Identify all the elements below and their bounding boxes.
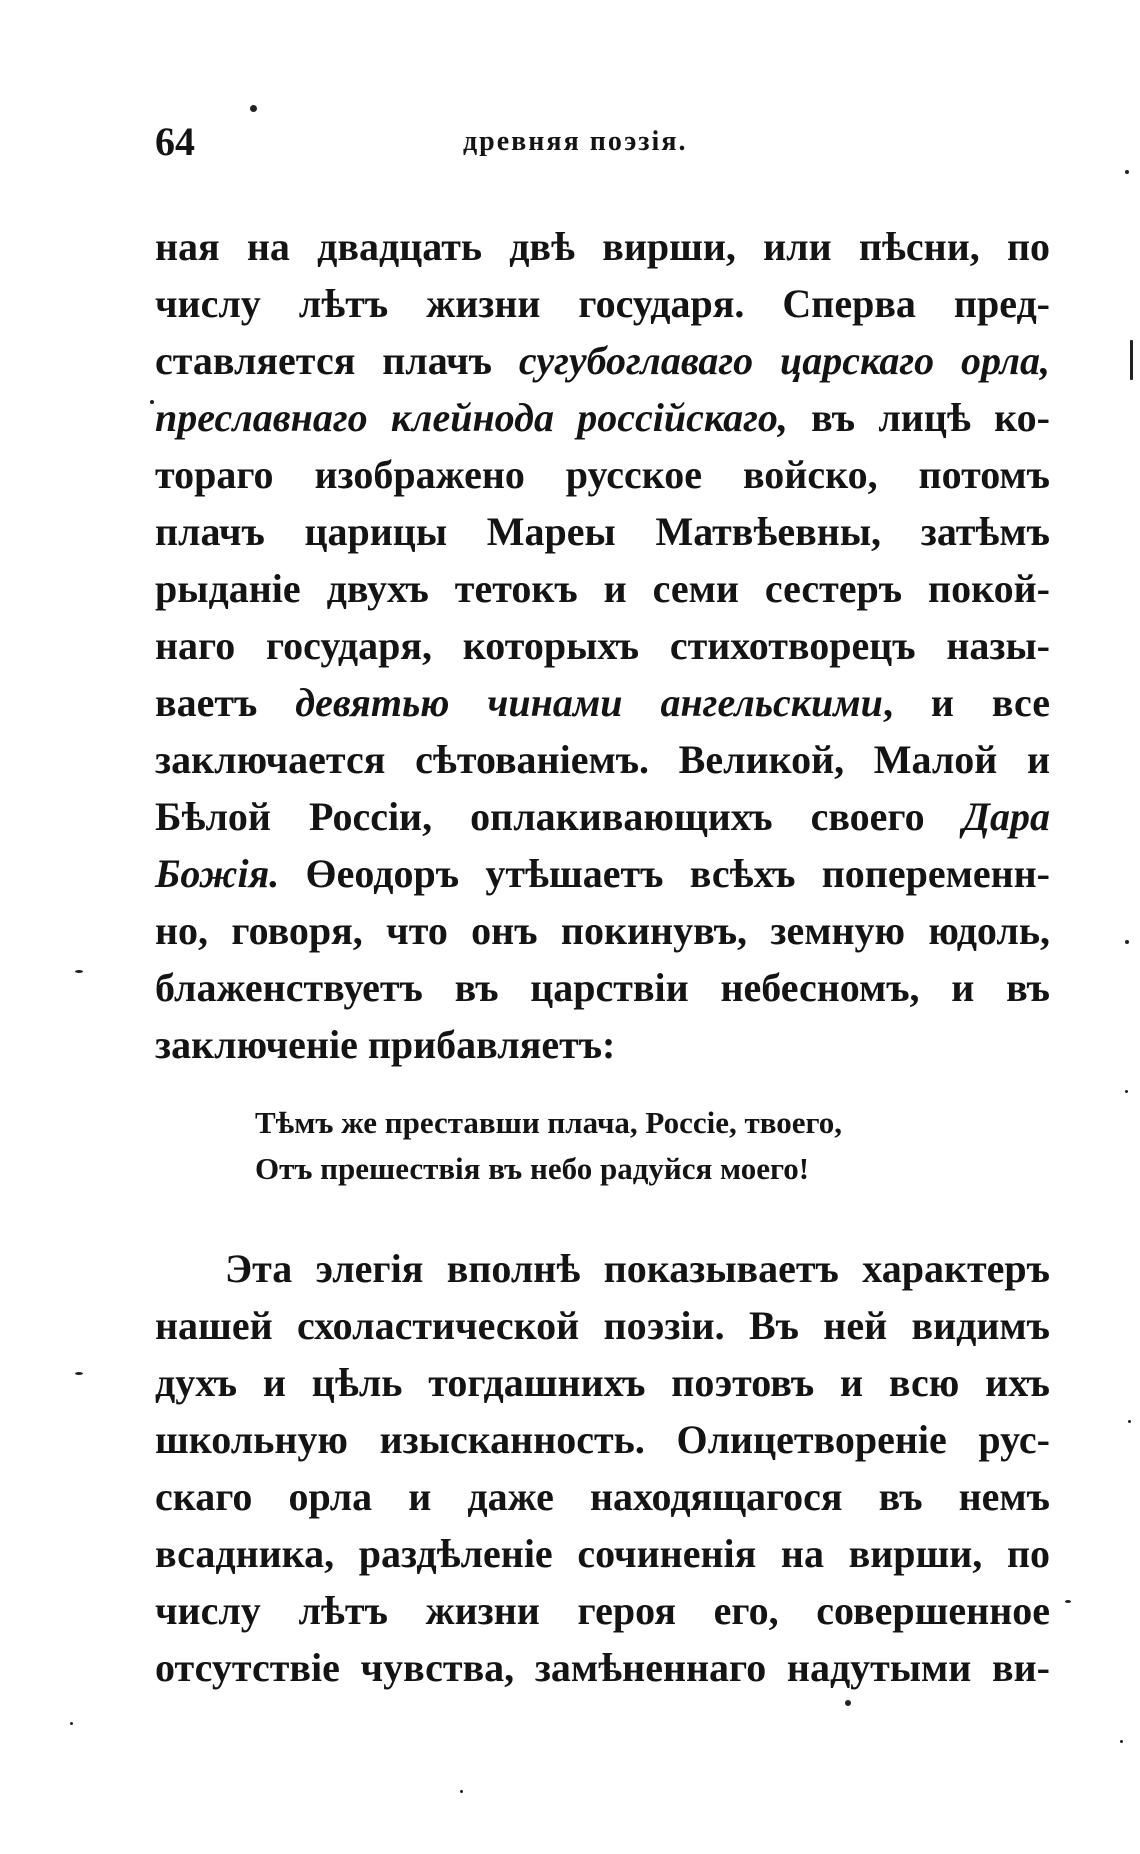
italic-phrase: девятью чинами ангельскими [295,680,883,725]
paragraph-1 [155,218,1050,1073]
text-line: заключается сѣтованіемъ. Великой, Малой и [155,737,1050,782]
text-line [155,788,1050,845]
text-line: плачъ царицы Мареы Матвѣевны, затѣмъ [155,509,1050,554]
text-line: блаженствуетъ въ царствіи небесномъ, и въ [155,965,1050,1010]
text-line: школьную изысканность. Олицетвореніе рус- [155,1417,1050,1462]
scan-speck [1130,340,1133,380]
text-line: духъ и цѣль тогдашнихъ поэтовъ и всю ихъ [155,1360,1050,1405]
italic-phrase: сугубоглаваго царскаго орла, [518,338,1050,383]
text-line: тораго изображено русское войско, потомъ [155,452,1050,497]
text-line: отсутствіе чувства, замѣненнаго надутыми ви- [155,1645,1050,1690]
scan-speck [460,1790,463,1793]
text-line [155,674,1050,731]
verse-line: Тѣмъ же преставши плача, Россіе, твоего, [255,1105,843,1140]
text-line: рыданіе двухъ тетокъ и семи сестеръ покой- [155,566,1050,611]
italic-phrase: Божія. [155,851,280,896]
text-span: ставляется плачъ [155,338,519,383]
scan-speck [1120,1740,1123,1743]
text-line [155,389,1050,446]
italic-phrase: преславнаго клейнода россійскаго, [155,395,788,440]
italic-phrase: Дара [962,794,1050,839]
text-line: нашей схоластической поэзіи. Въ ней видимъ [155,1303,1050,1348]
scan-speck [1128,1420,1131,1423]
scan-speck [75,1372,83,1375]
page-header [155,118,1055,178]
text-line [155,845,1050,902]
verse-line: Отъ прешествія въ небо радуйся моего! [255,1151,810,1186]
scan-speck [1065,1600,1071,1603]
text-span: ваетъ [155,680,296,725]
text-line: Эта элегія вполнѣ показываетъ характеръ [225,1246,1050,1291]
scan-speck [845,1700,851,1706]
page-number: 64 [155,119,195,164]
verse-quote [255,1100,1015,1192]
text-span: , и все [882,680,1051,725]
text-span: въ лицѣ ко- [787,395,1050,440]
text-span: Өеодоръ утѣшаетъ всѣхъ попеременн- [279,851,1050,896]
scan-speck [150,400,154,404]
text-line: ная на двадцать двѣ вирши, или пѣсни, по [155,224,1050,269]
scan-speck [1125,1090,1128,1093]
text-line: наго государя, которыхъ стихотворецъ назы- [155,623,1050,668]
text-line: заключеніе прибавляетъ: [155,1022,616,1067]
scan-speck [1125,940,1129,944]
text-line: числу лѣтъ жизни государя. Сперва пред- [155,281,1050,326]
text-line [155,332,1050,389]
text-line: скаго орла и даже находящагося въ немъ [155,1474,1050,1519]
paragraph-2 [155,1240,1050,1696]
scan-speck [75,970,83,973]
scan-speck [250,105,257,112]
text-span: Бѣлой Россіи, оплакивающихъ своего [155,794,963,839]
text-line: но, говоря, что онъ покинувъ, земную юдоль, [155,908,1050,953]
text-line: числу лѣтъ жизни героя его, совершенное [155,1588,1050,1633]
text-line: всадника, раздѣленіе сочиненія на вирши, по [155,1531,1050,1576]
running-title: древняя поэзія. [463,126,688,157]
scan-speck [70,1722,73,1725]
scan-speck [1125,170,1129,174]
